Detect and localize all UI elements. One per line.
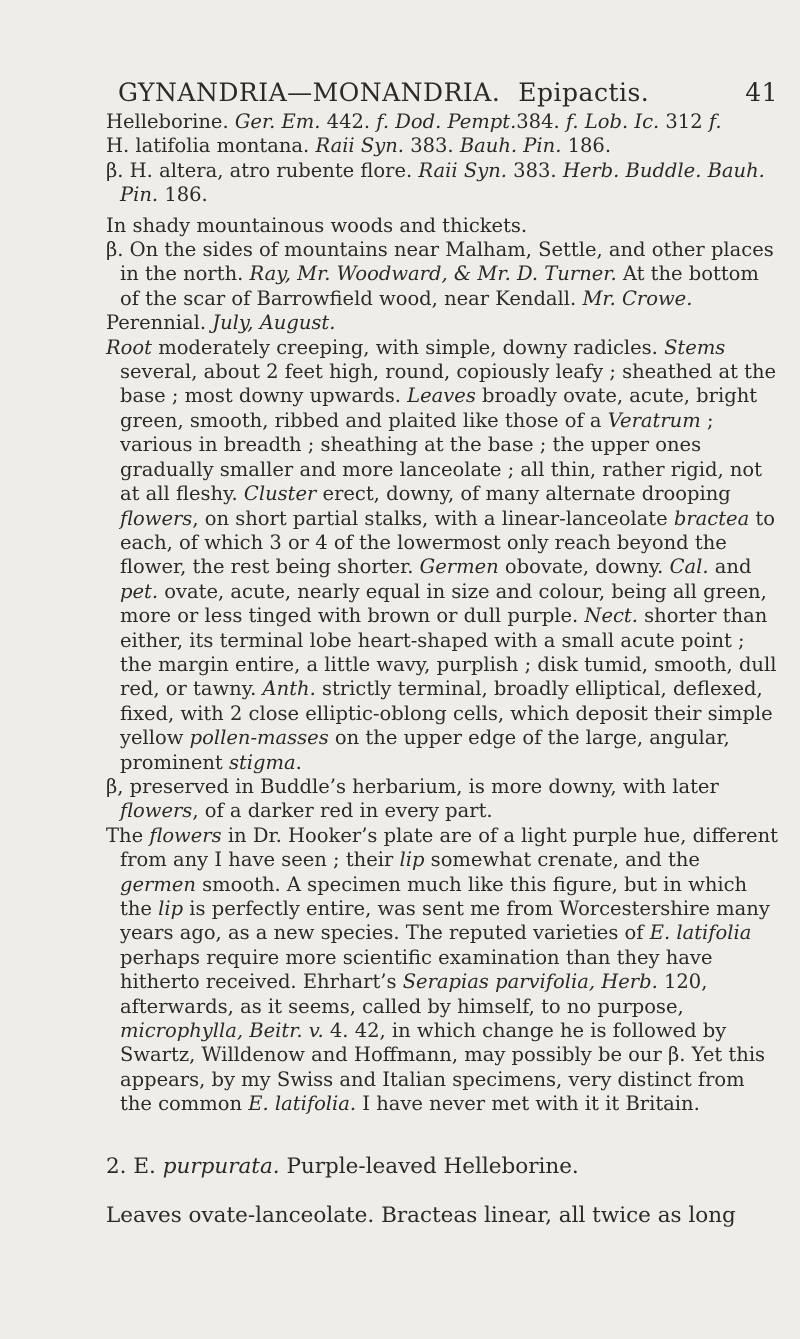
text-run: on the upper edge of the large, angular, prominent (120, 726, 730, 774)
text-run: somewhat crenate, and the (424, 848, 700, 872)
italic-run: Cluster (243, 482, 317, 506)
text-run: 312 (659, 110, 709, 133)
italic-run: Stems (664, 335, 726, 359)
duration-paragraph (0, 311, 800, 335)
running-head (118, 78, 778, 107)
text-run: obovate, downy. (498, 555, 670, 579)
italic-run: Nect. (584, 604, 638, 628)
italic-run: purpurata. (162, 1153, 280, 1179)
italic-run: f. Lob. Ic. (565, 110, 660, 133)
text-run: ovate, acute, nearly equal in size and colour, being all green, more or less tinged with brown or dull purple. (120, 579, 767, 628)
habitat-beta-paragraph (0, 238, 800, 311)
text-run: strictly terminal, broadly elliptical, deflexed, fixed, with 2 close elliptic-oblong cells, which deposit their simple yellow (120, 677, 773, 750)
text-run: ; various in breadth ; sheathing at the base ; the upper ones gradually smaller and more lanceolate ; all thin, rather rigid, not at all fleshy. (120, 408, 763, 506)
body-text (0, 110, 800, 1229)
text-run: 4. 42, in which change he is followed by Swartz, Willdenow and Hoffmann, may possibly be our β. Yet this appears, by my Swiss and Italian specimens, very distinct from the common (120, 1019, 766, 1116)
synonymy-beta-paragraph (0, 159, 800, 208)
italic-run: Herb. Buddle. Bauh. Pin. (120, 158, 765, 207)
italic-run: E. latifolia. (248, 1092, 357, 1116)
italic-run: July, August. (212, 311, 336, 335)
text-run: Purple-leaved Helleborine. (279, 1153, 579, 1179)
species-heading (0, 1153, 800, 1180)
text-run: I have never met with it it Britain. (356, 1092, 700, 1116)
italic-run: f. (708, 110, 722, 133)
text-run: , of a darker red in every part. (192, 799, 493, 823)
text-run: The (106, 823, 150, 847)
text-run: perhaps require more scientific examination than they have hitherto received. Ehrhart’s (120, 945, 713, 994)
italic-run: Root (106, 335, 152, 359)
text-run: β, preserved in Buddle’s herbarium, is more downy, with later (106, 774, 719, 798)
text-run: shorter than either, its terminal lobe heart-shaped with a small acute point ; the margin entire, a little wavy, purplish ; disk tumid, smooth, dull red, or tawny. (120, 604, 777, 701)
running-head-title: GYNANDRIA—MONANDRIA. (118, 78, 501, 107)
synonymy-paragraph (0, 134, 800, 158)
italic-run: Raii Syn. (418, 158, 507, 182)
text-run: 120, afterwards, as it seems, called by himself, to no purpose, (120, 970, 708, 1018)
italic-run: Anth. (262, 677, 316, 701)
italic-run: flowers (149, 823, 222, 847)
text-run: Helleborine. (106, 110, 235, 133)
text-run: moderately creeping, with simple, downy radicles. (152, 335, 665, 359)
text-run: and (708, 555, 752, 579)
running-head-genus: Epipactis. (518, 78, 650, 107)
italic-run: Veratrum (607, 408, 701, 432)
text-run: erect, downy, of many alternate drooping (316, 482, 731, 506)
text-run: H. latifolia montana. (106, 134, 316, 158)
text-run: is perfectly entire, was sent me from Worcestershire many years ago, as a new species. The reputed varieties of (120, 897, 770, 945)
text-run: At the bottom of the scar of Barrowfield wood, near Kendall. (120, 262, 759, 310)
italic-run: v. (308, 1019, 324, 1043)
italic-run: germen (120, 872, 196, 896)
variety-beta-paragraph (0, 775, 800, 824)
text-run: 186. (158, 183, 208, 207)
text-run: 383. (404, 134, 460, 158)
text-run: . (295, 750, 302, 774)
italic-run: E. latifolia (649, 921, 752, 945)
remarks-paragraph (0, 824, 800, 1117)
italic-run: bractea (673, 506, 750, 530)
species-description (0, 1202, 800, 1229)
text-run: smooth. A specimen much like this figure, but in which the (120, 872, 748, 920)
italic-run: lip (158, 897, 184, 920)
italic-run: flowers (120, 506, 193, 530)
text-run: Perennial. (106, 311, 213, 335)
text-run: In shady mountainous woods and thickets. (106, 213, 528, 237)
italic-run: lip (399, 848, 425, 872)
italic-run: Leaves (407, 384, 476, 408)
italic-run: Raii Syn. (315, 134, 404, 158)
text-run: 186. (561, 134, 612, 158)
description-paragraph (0, 336, 800, 775)
text-run: Leaves ovate-lanceolate. Bracteas linear, all twice as long (106, 1202, 736, 1228)
page-number: 41 (745, 78, 778, 107)
text-run: to each, of which 3 or 4 of the lowermost only reach beyond the flower, the rest being shorter. (120, 506, 776, 579)
italic-run: pollen-masses (189, 726, 329, 750)
text-run: 442. (320, 110, 377, 133)
italic-run: Bauh. Pin. (459, 134, 562, 158)
synonymy-paragraph (0, 110, 800, 134)
italic-run: Cal. (669, 555, 709, 579)
text-run: β. H. altera, atro rubente flore. (106, 158, 419, 182)
text-run: β. On the sides of mountains near Malham, Settle, and other places in the north. (106, 238, 774, 286)
text-run: , on short partial stalks, with a linear-lanceolate (192, 506, 674, 530)
habitat-paragraph (0, 214, 800, 238)
text-run: 384. (516, 110, 566, 133)
text-run: 2. E. (106, 1153, 163, 1179)
text-run: broadly ovate, acute, bright green, smooth, ribbed and plaited like those of a (120, 384, 758, 432)
italic-run: microphylla, Beitr. (120, 1019, 303, 1043)
italic-run: Ger. Em. (234, 110, 321, 133)
text-run: 383. (506, 158, 563, 182)
text-run: several, about 2 feet high, round, copiously leafy ; sheathed at the base ; most downy upwards. (120, 360, 777, 408)
italic-run: flowers (120, 799, 193, 823)
italic-run: f. Dod. Pempt. (376, 110, 517, 133)
italic-run: Mr. Crowe. (582, 286, 693, 310)
text-run: in Dr. Hooker’s plate are of a light purple hue, different from any I have seen ; their (120, 823, 778, 872)
italic-run: Serapias parvifolia, Herb. (402, 970, 658, 994)
italic-run: pet. (120, 579, 159, 603)
italic-run: Germen (419, 555, 499, 579)
italic-run: stigma (228, 750, 296, 774)
italic-run: Ray, Mr. Woodward, & Mr. D. Turner. (249, 262, 617, 286)
